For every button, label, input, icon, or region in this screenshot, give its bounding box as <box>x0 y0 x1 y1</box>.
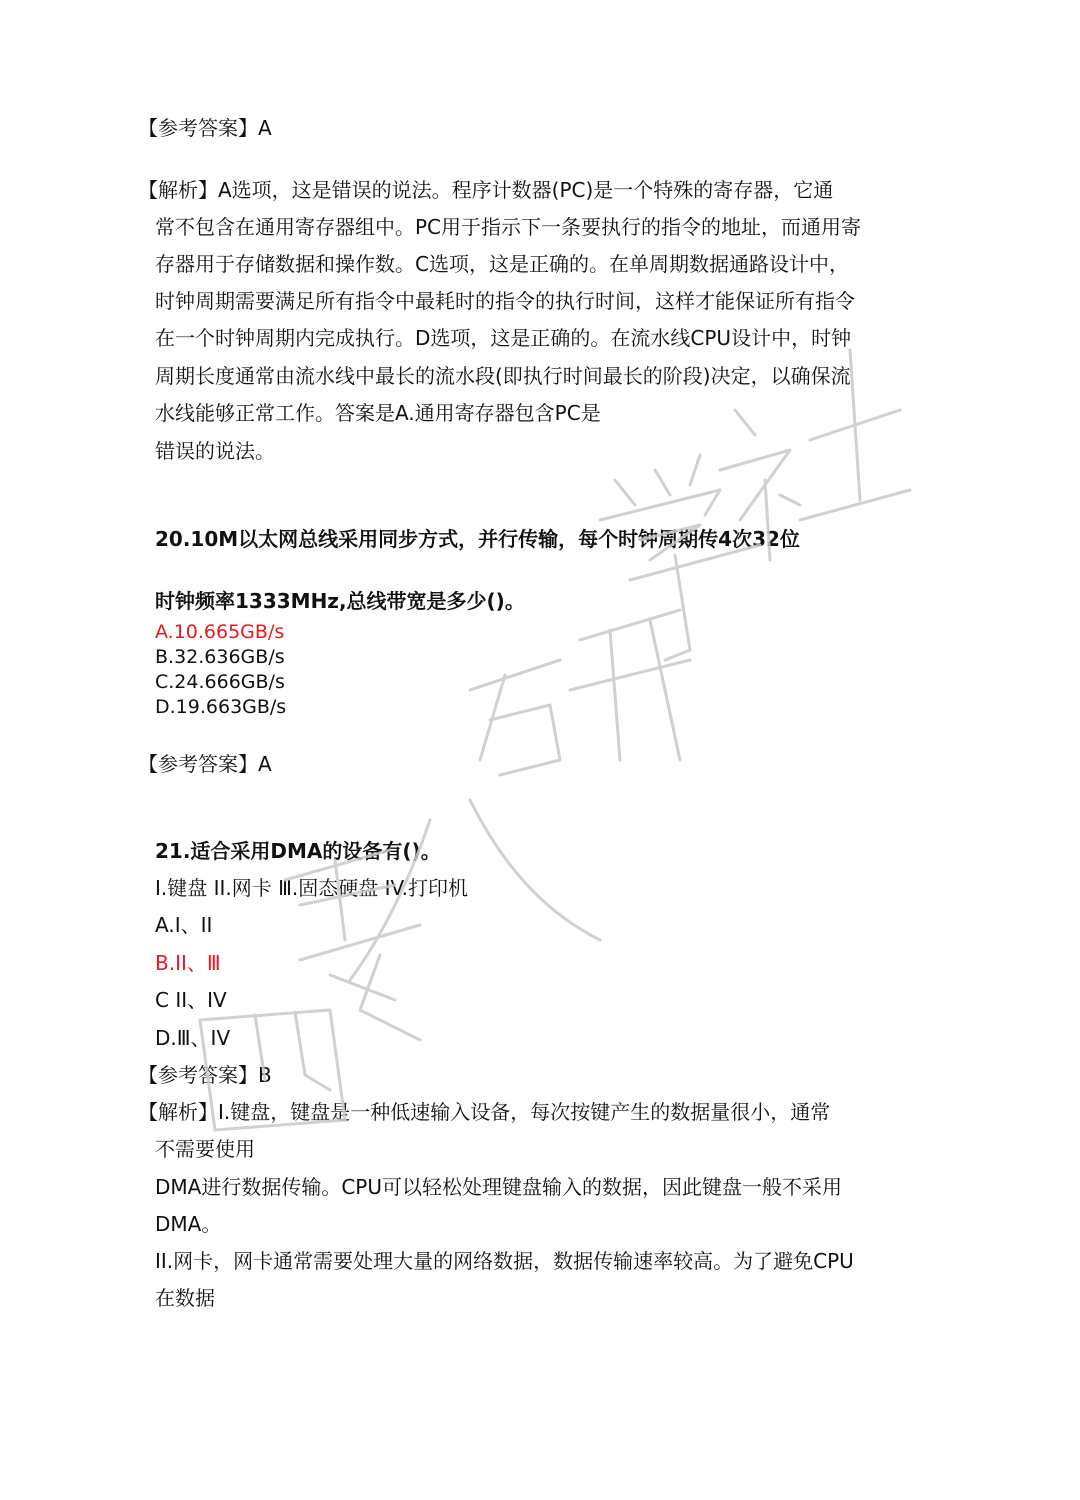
option-a: A.I、II <box>155 913 213 937</box>
question-21-title: 21.适合采用DMA的设备有()。 <box>155 839 441 863</box>
question-21-items: I.键盘 II.网卡 Ⅲ.固态硬盘 IV.打印机 <box>155 876 468 900</box>
analysis-line: 常不包含在通用寄存器组中。PC用于指示下一条要执行的指令的地址，而通用寄 <box>155 215 862 239</box>
option-c: C II、IV <box>155 988 227 1012</box>
option-b: B.32.636GB/s <box>155 646 285 668</box>
option-c: C.24.666GB/s <box>155 671 285 693</box>
analysis-line: 不需要使用 <box>155 1137 255 1161</box>
question-20-title-cont: 时钟频率1333MHz,总线带宽是多少()。 <box>155 589 525 613</box>
analysis-line: DMA。 <box>155 1212 222 1236</box>
analysis-line: II.网卡，网卡通常需要处理大量的网络数据，数据传输速率较高。为了避免CPU <box>155 1249 854 1273</box>
answer-label-19: 【参考答案】A <box>138 116 272 140</box>
analysis-line: 错误的说法。 <box>155 439 275 463</box>
option-d: D.19.663GB/s <box>155 696 287 718</box>
analysis-line: 【解析】I.键盘，键盘是一种低速输入设备，每次按键产生的数据量很小，通常 <box>138 1100 831 1124</box>
analysis-line: DMA进行数据传输。CPU可以轻松处理键盘输入的数据，因此键盘一般不采用 <box>155 1175 843 1199</box>
question-20-title: 20.10M以太网总线采用同步方式，并行传输，每个时钟周期传4次32位 <box>155 527 800 551</box>
option-b-correct: B.II、Ⅲ <box>155 951 221 975</box>
analysis-line: 【解析】A选项，这是错误的说法。程序计数器(PC)是一个特殊的寄存器，它通 <box>138 178 834 202</box>
analysis-line: 存器用于存储数据和操作数。C选项，这是正确的。在单周期数据通路设计中， <box>155 252 849 276</box>
analysis-line: 在数据 <box>155 1286 215 1310</box>
option-a-correct: A.10.665GB/s <box>155 621 285 643</box>
analysis-line: 时钟周期需要满足所有指令中最耗时的指令的执行时间，这样才能保证所有指令 <box>155 289 855 313</box>
answer-label-21: 【参考答案】B <box>138 1063 272 1087</box>
analysis-line: 周期长度通常由流水线中最长的流水段(即执行时间最长的阶段)决定，以确保流 <box>155 364 851 388</box>
analysis-line: 水线能够正常工作。答案是A.通用寄存器包含PC是 <box>155 401 601 425</box>
option-d: D.Ⅲ、IV <box>155 1026 231 1050</box>
answer-label-20: 【参考答案】A <box>138 752 272 776</box>
analysis-line: 在一个时钟周期内完成执行。D选项，这是正确的。在流水线CPU设计中，时钟 <box>155 326 852 350</box>
